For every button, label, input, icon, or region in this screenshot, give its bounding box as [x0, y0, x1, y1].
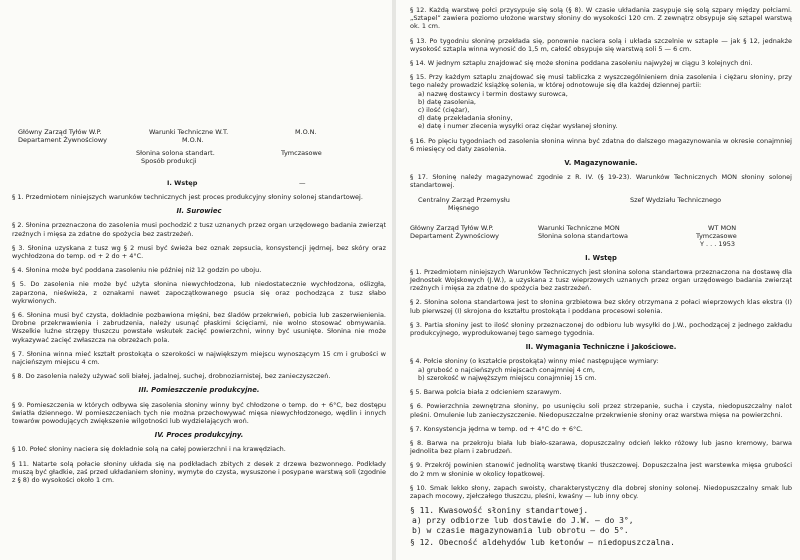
left-para-3: § 3. Słonina uzyskana z tusz wg § 2 musi być świeża bez oznak zepsucia, konsystencji jędrnej, bez skóry oraz wychłodzona do temp. od + 2 do + 4°C. — [12, 243, 386, 261]
right-header-row-2 — [410, 232, 792, 240]
right-header-spec2: Słonina solona standartowa — [538, 231, 629, 240]
right-para-9: § 9. Przekrój powinien stanowić jednolitą warstwę tkanki tłuszczowej. Dopuszczalna jest warstewka mięsa grubości do 2 mm w słoninie w okolicy łopatkowej. — [410, 461, 792, 478]
right-para-2: § 2. Słonina solona standartowa jest to słonina grzbietowa bez skóry otrzymana z połaci wieprzowych klas ekstra (I) lub pierwszej (I) skrojona do kształtu prostokąta i poddana procesowi solenia. — [410, 298, 792, 315]
list-item: a) przy odbiorze lub dostawie do J.W. — do 3°, — [412, 516, 634, 526]
left-header-row-3 — [12, 149, 386, 157]
right-section-1-title: I. Wstęp — [585, 253, 617, 262]
right-para-15: § 15. Przy każdym sztaplu znajdować się musi tabliczka z wyszczególnieniem dnia zasolenia i ciężaru słoniny, przy tego należy prowadzić książkę solenia, w której odnotowuje się dla każdej dziennej partii: — [410, 73, 792, 90]
right-list-4 — [410, 366, 792, 382]
right-section-5-title: V. Magazynowanie. — [564, 159, 638, 168]
right-list-15 — [410, 90, 792, 131]
left-header-row-1 — [12, 128, 386, 136]
right-para-7: § 7. Konsystencja jędrna w temp. od + 4°C do + 6°C. — [410, 424, 583, 433]
right-para-6: § 6. Powierzchnia zewnętrzna słoniny, po usunięciu soli przez strzepanie, sucha i czysta, niedopuszczalny nalot pleśni. Omulenie lub zanieczyszczenie. Niedopuszczalne przekrwienie słoniny oraz warstwa mięsa na powierzchni. — [410, 402, 792, 419]
list-item: c) ilość (ciężar), — [418, 106, 470, 115]
left-header-product: Słonina solona standart. — [136, 149, 215, 157]
right-header-org2: Departament Żywnościowy — [410, 231, 500, 240]
right-header-spec1: Warunki Techniczne MON — [538, 223, 620, 232]
left-header-row-2 — [12, 136, 386, 144]
list-item: a) nazwę dostawcy i termin dostawy surowca, — [418, 89, 568, 98]
right-para-17: § 17. Słoninę należy magazynować zgodnie z R. IV. (§ 19-23). Warunków Technicznych MON słoniny solonej standartowej. — [410, 173, 792, 190]
left-header-row-4 — [12, 157, 386, 165]
right-para-1: § 1. Przedmiotem niniejszych Warunków Technicznych jest słonina solona standartowa przeznaczona na dostawę dla Jednostek Wojskowych (J.W.), a uzyskana z tusz wieprzowych uznanych przez organ urzędowego badania zwierząt rzeźnych i mięsa za zdatne do spożycia bez zastrzeżeń. — [410, 267, 792, 293]
left-header-spec2: M.O.N. — [182, 136, 204, 144]
right-para-10: § 10. Smak lekko słony, zapach swoisty, charakterystyczny dla dobrej słoniny solonej. Niedopuszczalny smak lub zapach mocowy, zjełczałego tłuszczu, pleśni, kwaśny — lub inny obcy. — [410, 483, 792, 500]
list-item: d) datę przekładania słoniny, — [418, 114, 513, 123]
left-para-8: § 8. Do zasolenia należy używać soli białej, jadalnej, suchej, drobnoziarnistej, bez zanieczyszczeń. — [12, 372, 331, 381]
right-section-2-title: II. Wymagania Techniczne i Jakościowe. — [525, 343, 677, 352]
right-signature-row-2 — [410, 204, 792, 212]
right-para-13: § 13. Po tygodniu słoninę przekłada się, ponownie naciera solą i układa szczelnie w sztaple — jak § 12, jednakże wysokość sztapla winna wynosić do 1,5 m, całość obsypuje się warstwą soli 5 — 6 cm. — [410, 36, 792, 53]
right-sign-left-2: Mięsnego — [448, 203, 480, 212]
left-para-6: § 6. Słonina musi być czysta, dokładnie pozbawiona mięśni, bez śladów przekrwień, pobicia lub zaszerwienienia. Drobne przekrwawienia i zabrudzenia, należy usunąć płaskimi ścięciami, nie wolno stosować obmywania. Wszelkie luźne strzępy tłuszczu powstałe wskutek zacięć powierzchni, winny być usunięte. Słonina nie może wykazywać zacięć zwłaszcza na obrzeżach pola. — [12, 311, 386, 344]
left-para-10: § 10. Połeć słoniny naciera się dokładnie solą na całej powierzchni i na krawędziach. — [12, 445, 286, 454]
right-para-12b: § 12. Obecność aldehydów lub ketonów — niedopuszczalna. — [410, 538, 675, 548]
list-item: b) w czasie magazynowania lub obrotu — do 5°. — [412, 526, 629, 536]
left-header-mon: M.O.N. — [295, 128, 317, 136]
left-header-spec1: Warunki Techniczne W.T. — [149, 128, 229, 136]
right-para-8: § 8. Barwa na przekroju biała lub biało-szarawa, dopuszczalny odcień lekko różowy lub jasno kremowy, barwa jednolita bez plam i zabrudzeń. — [410, 438, 792, 456]
right-header-row-1 — [410, 224, 792, 232]
left-para-2: § 2. Słonina przeznaczona do zasolenia musi pochodzić z tusz uznanych przez organ urzędowego badania zwierząt rzeźnych i mięsa za zdatne do spożycia bez zastrzeżeń. — [12, 221, 386, 238]
left-section-3-title: III. Pomieszczenie produkcyjne. — [138, 386, 260, 395]
right-para-4: § 4. Połcie słoniny (o kształcie prostokąta) winny mieć następujące wymiary: — [410, 357, 659, 366]
list-item: a) grubość o najcieńszych miejscach conajmniej 4 cm, — [418, 365, 595, 374]
left-header-org1: Główny Zarząd Tyłów W.P. — [18, 128, 102, 136]
right-document-page — [396, 0, 800, 560]
left-para-4: § 4. Słonina może być poddana zasoleniu nie później niż 12 godzin po uboju. — [12, 266, 262, 275]
left-document-page — [0, 0, 394, 560]
right-para-11-title: § 11. Kwasowość słoniny standartowej. — [410, 506, 589, 516]
right-header-row-3 — [410, 240, 792, 248]
right-header-year: Y . . . 1953 — [700, 239, 735, 248]
left-section-2-title: II. Surowiec — [176, 207, 222, 216]
left-para-9: § 9. Pomieszczenia w których odbywa się zasolenia słoniny winny być chłodzone o temp. do + 6°C, bez dostępu światła dziennego. W pomieszczeniach tych nie można przechowywać mięsa niewychłodzonego, wędlin i innych towarów powodujących zwiększenie wilgotności lub wydzielających woń. — [12, 400, 386, 426]
right-para-5: § 5. Barwa połcia biała z odcieniem szarawym. — [410, 388, 562, 397]
left-header-method: Sposób produkcji — [141, 157, 197, 165]
left-para-11: § 11. Natarte solą połacie słoniny układa się na podkładach zbitych z desek z drzewa bezwonnego. Podkłady muszą być gładkie, zaś przed układaniem słoniny, wymyte do czysta, wysuszone i posypane warstwą soli (zgodnie z § 8) do wysokości około 1 cm. — [12, 459, 386, 485]
left-header-org2: Departament Żywnościowy — [18, 136, 108, 144]
left-para-5: § 5. Do zasolenia nie może być użyta słonina niewychłodzona, lub niedostatecznie wychłodzona, oślizgła, zaparzona, nieświeża, z oznakami nawet zapoczątkowanego psucia się oraz pochodząca z tusz słabo wykrwionych. — [12, 280, 386, 305]
left-para-1: § 1. Przedmiotem niniejszych warunków technicznych jest proces produkcyjny słoniny solonej standartowej. — [12, 193, 363, 201]
right-para-3: § 3. Partia słoniny jest to ilość słoniny przeznaczonej do odbioru lub wysyłki do J.W., pochodzącej z jednego zakładu produkcyjnego, wyprodukowanej tego samego tygodnia. — [410, 320, 792, 338]
list-item: b) datę zasolenia, — [418, 97, 476, 106]
list-item: b) szerokość w najwęższym miejscu conajmniej 15 cm. — [418, 373, 597, 382]
right-para-16: § 16. Po pięciu tygodniach od zasolenia słonina winna być zdatna do dalszego magazynowania w okresie conajmniej 6 miesięcy od daty zasolenia. — [410, 136, 792, 153]
right-sign-left-1: Centralny Zarząd Przemysłu — [418, 195, 510, 204]
right-para-12: § 12. Każdą warstwę połci przysypuje się solą (§ 8). W czasie układania zasypuje się solą szpary między połciami. „Sztapel” zawiera poziomo ułożone warstwy słoniny do wysokości 120 cm. Z zewnątrz obsypuje się sztapel warstwą ok. 1 cm. — [410, 6, 792, 31]
left-section-1-title: I. Wstęp — [167, 179, 198, 187]
right-header-org1: Główny Zarząd Tyłów W.P. — [410, 223, 494, 232]
left-section-1-dash: — — [299, 179, 306, 187]
left-section-4-title: IV. Proces produkcyjny. — [154, 431, 244, 440]
left-header-tymczasowe: Tymczasowe — [281, 149, 322, 157]
right-signature-row-1 — [410, 196, 792, 204]
right-list-11 — [410, 516, 792, 536]
right-para-14: § 14. W jednym sztaplu znajdować się może słonina poddana zasoleniu najwyżej w ciągu 3 kolejnych dni. — [410, 59, 753, 68]
left-section-1-row — [12, 179, 386, 187]
list-item: e) datę i numer zlecenia wysyłki oraz ciężar wysłanej słoniny. — [418, 122, 618, 131]
right-header-tymczasowe: Tymczasowe — [696, 231, 737, 240]
right-header-code: WT MON — [708, 223, 737, 232]
left-para-7: § 7. Słonina winna mieć kształt prostokąta o szerokości w największym miejscu wynoszącym 15 cm i grubości w najcieńszym miejscu 4 cm. — [12, 349, 386, 367]
right-sign-right: Szef Wydziału Technicznego — [630, 195, 722, 204]
